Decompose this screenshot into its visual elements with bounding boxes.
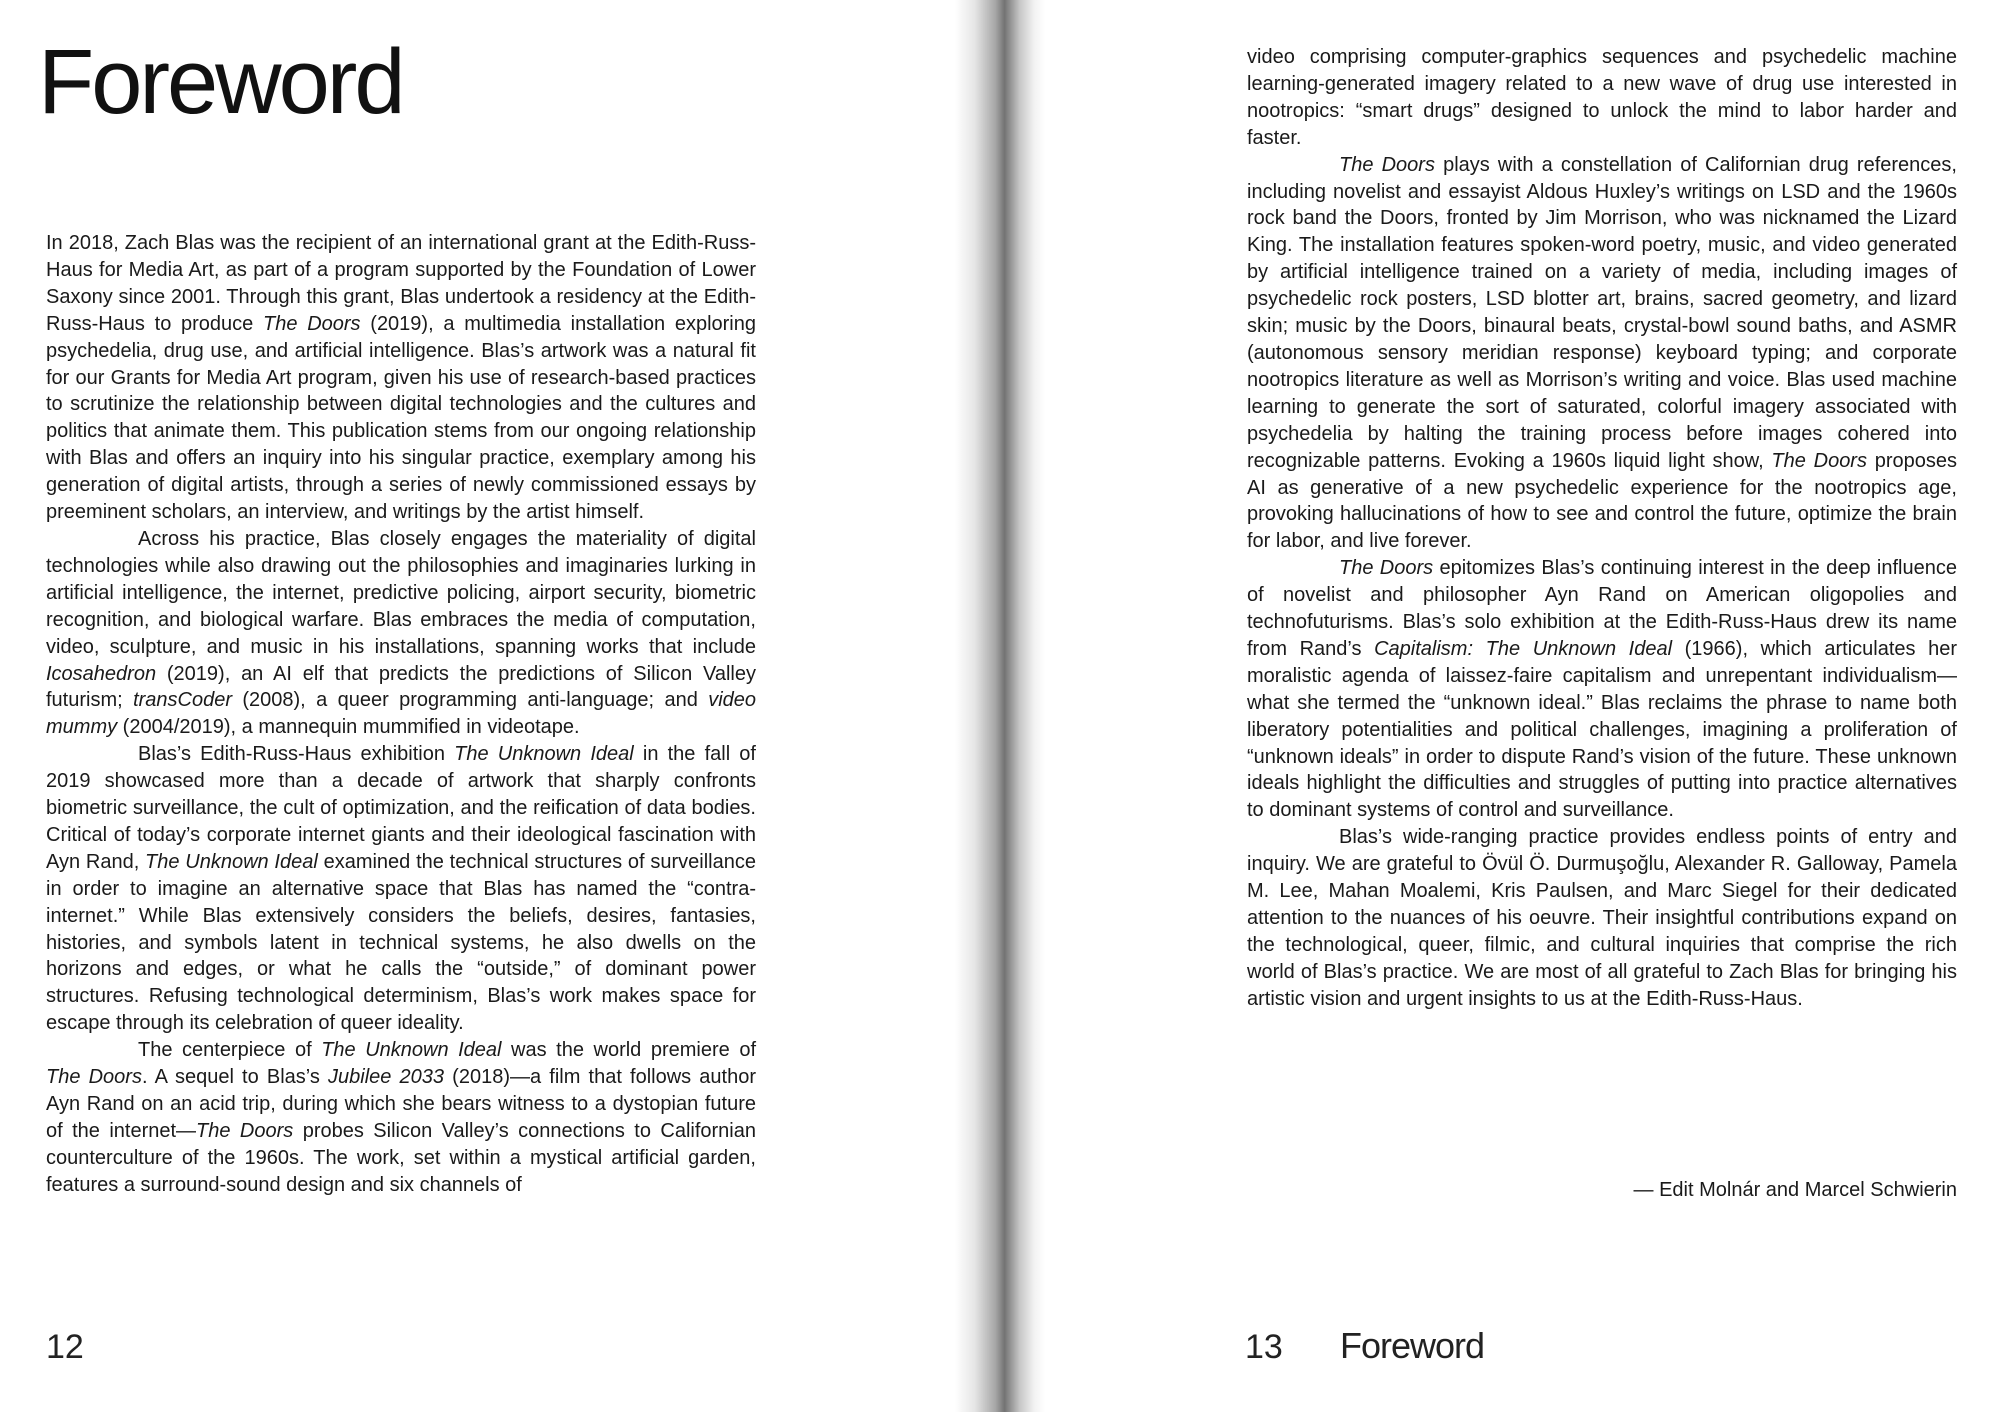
text-run: Across his practice, Blas closely engages the materiality of digital technologies while also drawing out the philosophies and imaginaries lurking in artificial intelligence, the internet, predictive policing, airport security, biometric recognition, and biological warfare. Blas embraces the media of computation, video, sculpture, and music in his installations, spanning works that include <box>46 527 756 658</box>
italic-title: The Unknown Ideal <box>321 1039 502 1062</box>
page-number-left: 12 <box>46 1328 84 1366</box>
text-run: video comprising computer-graphics sequences and psychedelic machine learning-generated imagery related to a new wave of drug use interested in nootropics: “smart drugs” designed to unlock the mind to labor harder and faster. <box>1247 46 1957 149</box>
italic-title: The Doors <box>263 312 361 335</box>
text-run: proposes AI as generative of a new psychedelic experience for the nootropics age, provoking hallucinations of how to see and control the future, optimize the brain for labor, and live forever. <box>1247 449 1957 553</box>
italic-title: The Doors <box>196 1119 294 1142</box>
page-number-right: 13 <box>1245 1328 1283 1366</box>
paragraph <box>1247 555 1957 824</box>
text-run: in the fall of 2019 showcased more than a decade of artwork that sharply confronts biometric surveillance, the cult of optimization, and the reification of data bodies. Critical of today’s corporate internet giants and their ideological fascination with Ayn Rand, <box>46 743 756 873</box>
text-run: was the world premiere of <box>501 1039 756 1062</box>
text-run: (1966), which articulates her moralistic agenda of laissez-faire capitalism and unrepentant individualism—what she termed the “unknown ideal.” Blas reclaims the phrase to name both liberatory potentialities and political challenges, imagining a proliferation of “unknown ideals” in order to dispute Rand’s vision of the future. These unknown ideals highlight the difficulties and struggles of putting into practice alternatives to dominant systems of control and surveillance. <box>1247 637 1958 822</box>
text-run: . A sequel to Blas’s <box>141 1066 328 1089</box>
text-run: The centerpiece of <box>138 1039 322 1062</box>
italic-title: Jubilee 2033 <box>328 1066 445 1089</box>
book-gutter-shadow <box>955 0 1045 1412</box>
page-title: Foreword <box>38 31 403 133</box>
paragraph <box>1247 824 1957 1012</box>
italic-title: Icosahedron <box>46 662 157 685</box>
text-run: (2019), an AI elf that predicts the predictions of Silicon Valley futurism; <box>46 662 756 712</box>
italic-title: transCoder <box>133 689 232 712</box>
right-text-column <box>1247 44 1957 1013</box>
text-run: In 2018, Zach Blas was the recipient of an international grant at the Edith-Russ-Haus for Media Art, as part of a program supported by the Foundation of Lower Saxony since 2001. Through this grant, Blas undertook a residency at the Edith-Russ-Haus to produce <box>46 232 756 335</box>
italic-title: video mummy <box>46 689 756 739</box>
paragraph <box>1247 152 1957 556</box>
paragraph <box>46 230 756 526</box>
text-run: examined the technical structures of surveillance in order to imagine an alternative space that Blas has named the “contra-internet.” While Blas extensively considers the beliefs, desires, fantasies, histories, and symbols latent in technical systems, he also dwells on the horizons and edges, or what he calls the “outside,” of dominant power structures. Refusing technological determinism, Blas’s work makes space for escape through its celebration of queer ideality. <box>46 850 756 1035</box>
italic-title: The Unknown Ideal <box>145 850 318 873</box>
text-run: epitomizes Blas’s continuing interest in the deep influence of novelist and philosopher Ayn Rand on American oligopolies and technofuturisms. Blas’s solo exhibition at the Edith-Russ-Haus drew its name from Rand’s <box>1247 557 1957 660</box>
italic-title: The Doors <box>1339 557 1434 580</box>
text-run: plays with a constellation of Californian drug references, including novelist and essayist Aldous Huxley’s writings on LSD and the 1960s rock band the Doors, fronted by Jim Morrison, who was nicknamed the Lizard King. The installation features spoken-word poetry, music, and video generated by artificial intelligence trained on a variety of media, including images of psychedelic rock posters, LSD blotter art, brains, sacred geometry, and lizard skin; music by the Doors, binaural beats, crystal-bowl sound baths, and ASMR (autonomous sensory meridian response) keyboard typing; and corporate nootropics literature as well as Morrison’s writing and voice. Blas used machine learning to generate the sort of saturated, colorful imagery associated with psychedelia by halting the training process before images cohered into recognizable patterns. Evoking a 1960s liquid light show, <box>1247 153 1957 472</box>
running-head: Foreword <box>1340 1325 1485 1366</box>
text-run: (2018)—a film that follows author Ayn Rand on an acid trip, during which she bears witness to a dystopian future of the internet— <box>46 1066 757 1142</box>
italic-title: The Doors <box>46 1066 142 1089</box>
left-text-column <box>46 230 756 1199</box>
text-run: (2004/2019), a mannequin mummified in videotape. <box>117 716 580 739</box>
italic-title: The Doors <box>1771 449 1867 472</box>
italic-title: The Doors <box>1339 153 1435 176</box>
text-run: probes Silicon Valley’s connections to Californian counterculture of the 1960s. The work, set within a mystical artificial garden, features a surround-sound design and six channels of <box>46 1119 756 1196</box>
text-run: (2008), a queer programming anti-language; and <box>232 689 709 712</box>
text-run: Blas’s Edith-Russ-Haus exhibition <box>138 743 455 766</box>
paragraph <box>1247 44 1957 152</box>
italic-title: Capitalism: The Unknown Ideal <box>1374 637 1673 660</box>
text-run: (2019), a multimedia installation exploring psychedelia, drug use, and artificial intelligence. Blas’s artwork was a natural fit for our Grants for Media Art program, given his use of research-based practices to scrutinize the relationship between digital technologies and the cultures and politics that animate them. This publication stems from our ongoing relationship with Blas and offers an inquiry into his singular practice, exemplary among his generation of digital artists, through a series of newly commissioned essays by preeminent scholars, an interview, and writings by the artist himself. <box>46 312 756 524</box>
paragraph <box>46 741 756 1037</box>
paragraph <box>46 526 756 741</box>
italic-title: The Unknown Ideal <box>454 743 634 766</box>
signature: — Edit Molnár and Marcel Schwierin <box>1633 1179 1957 1201</box>
paragraph <box>46 1037 756 1198</box>
text-run: Blas’s wide-ranging practice provides endless points of entry and inquiry. We are grateful to Övül Ö. Durmuşoğlu, Alexander R. Galloway, Pamela M. Lee, Mahan Moalemi, Kris Paulsen, and Marc Siegel for their dedicated attention to the nuances of his oeuvre. Their insightful contributions expand on the technological, queer, filmic, and cultural inquiries that comprise the rich world of Blas’s practice. We are most of all grateful to Zach Blas for bringing his artistic vision and urgent insights to us at the Edith-Russ-Haus. <box>1247 826 1957 1010</box>
